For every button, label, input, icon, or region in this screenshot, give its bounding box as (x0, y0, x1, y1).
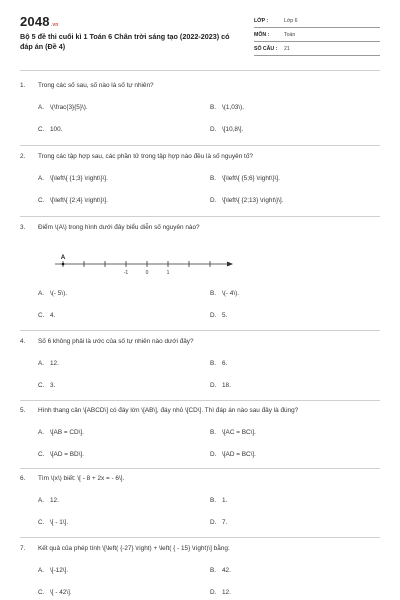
option-label: D. (210, 126, 217, 133)
option-text: 4. (50, 312, 56, 319)
number-line-figure (55, 252, 235, 278)
question-text: Tìm \(x\) biết: \[ - 8 + 2x = - 6\]. (38, 475, 125, 482)
option-label: D. (210, 519, 217, 526)
question-text: Số 6 không phải là ước của số tự nhiên nào dưới đây? (38, 338, 194, 345)
option-text: 12. (50, 497, 59, 504)
class-label: LỚP : (254, 18, 269, 24)
count-underline (254, 55, 380, 56)
option-label: C. (38, 519, 45, 526)
header-divider (20, 70, 380, 71)
worksheet-header (0, 0, 400, 66)
option-label: C. (38, 382, 45, 389)
option-label: B. (210, 497, 217, 504)
point-a-label: A (60, 255, 66, 261)
question-divider (20, 216, 380, 217)
class-value: Lớp 6 (284, 18, 298, 24)
tick-label-minus-1: -1 (123, 270, 129, 276)
option-label: D. (210, 451, 217, 458)
option-label: A. (38, 104, 45, 111)
option-text: \[\left\{ {1;3} \right\}\]. (50, 175, 108, 182)
class-underline (254, 27, 380, 28)
option-text: \[\left\{ {5;6} \right\}\]. (222, 175, 280, 182)
option-label: C. (38, 451, 45, 458)
option-label: D. (210, 197, 217, 204)
option-text: \[\left\{ {2;13} \right\}\]. (222, 197, 284, 204)
option-label: B. (210, 567, 217, 574)
option-text: \[AC = BC\]. (222, 429, 256, 436)
tick-label-1: 1 (166, 270, 170, 276)
option-label: C. (38, 312, 45, 319)
option-label: D. (210, 382, 217, 389)
option-text: 12. (222, 589, 231, 596)
worksheet-title: Bộ 5 đề thi cuối kì 1 Toán 6 Chân trời sáng tạo (2022-2023) có đáp án (Đề 4) (20, 32, 230, 51)
option-label: A. (38, 497, 45, 504)
option-text: 18. (222, 382, 231, 389)
option-text: \(\frac{3}{5}\). (50, 104, 88, 111)
number-line-arrow (227, 262, 233, 267)
logo-main: 2048 (20, 14, 50, 29)
option-label: B. (210, 429, 217, 436)
subject-label: MÔN : (254, 32, 270, 38)
option-text: \(- 5\). (50, 290, 68, 297)
option-text: \(- 4\). (222, 290, 240, 297)
option-text: 100. (50, 126, 63, 133)
question-number: 1. (20, 82, 26, 89)
option-text: 12. (50, 360, 59, 367)
option-label: B. (210, 360, 217, 367)
option-text: \[AB = CD\]. (50, 429, 84, 436)
option-text: \[AD = BC\]. (222, 451, 256, 458)
tick-label-0: 0 (145, 270, 149, 276)
question-divider (20, 400, 380, 401)
option-label: B. (210, 175, 217, 182)
question-number: 5. (20, 407, 26, 414)
option-text: \[ - 42\]. (50, 589, 72, 596)
option-label: B. (210, 104, 217, 111)
subject-value: Toán (284, 32, 296, 38)
option-text: \[-12\]. (50, 567, 69, 574)
option-text: 7. (222, 519, 228, 526)
question-text: Trong các số sau, số nào là số tự nhiên? (38, 82, 154, 89)
option-text: \(1,03\). (222, 104, 245, 111)
point-a-marker (62, 263, 65, 266)
option-label: C. (38, 197, 45, 204)
option-text: \[ - 1\]. (50, 519, 69, 526)
subject-underline (254, 41, 380, 42)
option-label: A. (38, 429, 45, 436)
question-divider (20, 468, 380, 469)
option-text: \[\left\{ {2;4} \right\}\]. (50, 197, 108, 204)
option-text: 6. (222, 360, 228, 367)
option-label: A. (38, 567, 45, 574)
option-label: A. (38, 290, 45, 297)
question-text: Điểm \(A\) trong hình dưới đây biểu diễn số nguyên nào? (38, 224, 200, 231)
option-label: B. (210, 290, 217, 297)
option-label: D. (210, 589, 217, 596)
option-text: 42. (222, 567, 231, 574)
count-label: SỐ CÂU : (254, 46, 278, 52)
option-text: 5. (222, 312, 228, 319)
option-label: A. (38, 360, 45, 367)
option-text: 1. (222, 497, 228, 504)
question-text: Kết quả của phép tính \[\left( {-27} \right) + \left( { - 15} \right)\] bằng: (38, 545, 230, 552)
question-divider (20, 145, 380, 146)
option-text: 3. (50, 382, 56, 389)
question-number: 6. (20, 475, 26, 482)
question-divider (20, 537, 380, 538)
option-label: A. (38, 175, 45, 182)
question-number: 3. (20, 224, 26, 231)
question-number: 4. (20, 338, 26, 345)
option-text: \[AD = BD\]. (50, 451, 84, 458)
site-logo[interactable] (20, 14, 59, 29)
question-number: 7. (20, 545, 26, 552)
logo-sub: .vn (50, 22, 59, 28)
question-number: 2. (20, 153, 26, 160)
question-divider (20, 330, 380, 331)
question-text: Trong các tập hợp sau, các phần tử trong tập hợp nào đều là số nguyên tố? (38, 153, 253, 160)
option-text: \[10,8\]. (222, 126, 244, 133)
option-label: C. (38, 589, 45, 596)
count-value: 21 (284, 46, 290, 52)
option-label: C. (38, 126, 45, 133)
option-label: D. (210, 312, 217, 319)
question-text: Hình thang cân \[ABCD\] có đáy lớn \[AB\], đáy nhỏ \[CD\]. Thì đáp án nào sau đây là đúng? (38, 407, 299, 414)
